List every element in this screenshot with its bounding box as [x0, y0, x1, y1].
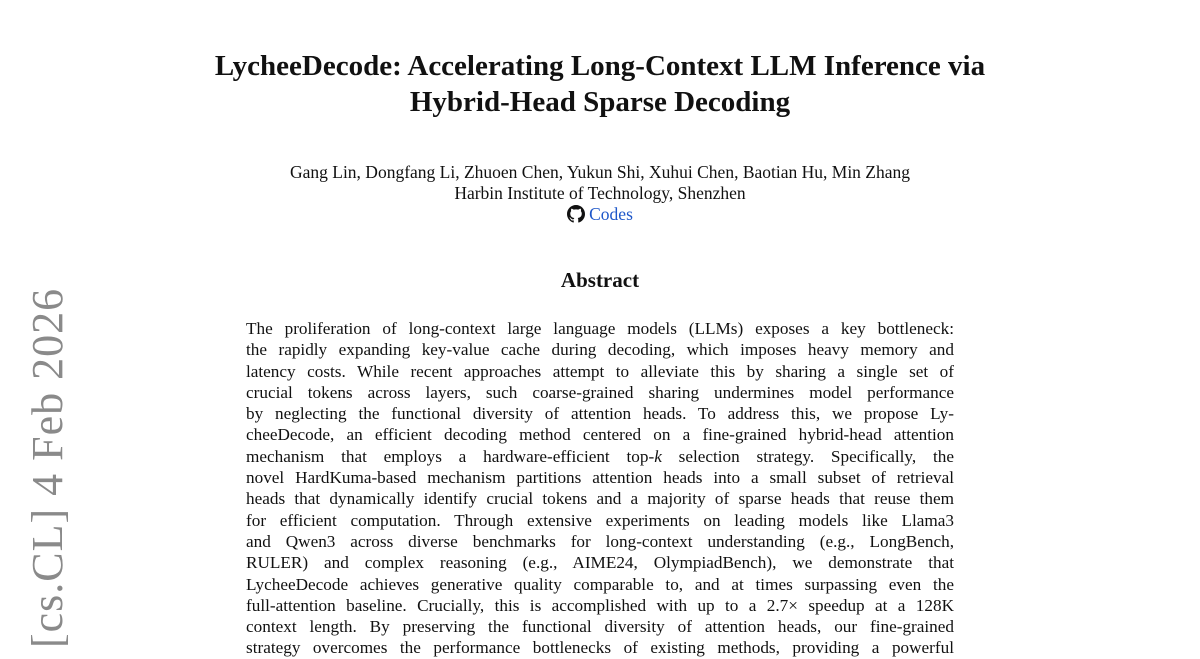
abstract-line: and Qwen3 across diverse benchmarks for long-context understanding (e.g., LongBench, — [246, 531, 954, 551]
abstract-line: The proliferation of long-context large language models (LLMs) exposes a key bottleneck: — [246, 319, 954, 338]
title-line: LycheeDecode: Accelerating Long-Context LLM Inference via — [214, 50, 986, 82]
code-link[interactable] — [567, 204, 633, 225]
arxiv-stamp: [cs.CL] 4 Feb 2026 — [23, 287, 72, 648]
abstract-line: strategy overcomes the performance bottlenecks of existing methods, providing a powerful — [246, 638, 954, 658]
abstract-line: full-attention baseline. Crucially, this is accomplished with up to a 2.7× speedup at a 128K — [246, 595, 954, 615]
abstract-line: heads that dynamically identify crucial tokens and a majority of sparse heads that reuse them — [246, 489, 954, 509]
abstract-line: the rapidly expanding key-value cache during decoding, which imposes heavy memory and — [246, 340, 954, 360]
paper-title — [0, 48, 1200, 120]
abstract-heading: Abstract — [560, 268, 640, 292]
abstract-line: mechanism that employs a hardware-efficient top-k selection strategy. Specifically, the — [246, 446, 954, 466]
abstract-line: novel HardKuma-based mechanism partitions attention heads into a small subset of retrieval — [246, 468, 954, 488]
abstract-line: RULER) and complex reasoning (e.g., AIME24, OlympiadBench), we demonstrate that — [246, 553, 954, 573]
abstract-line: LycheeDecode achieves generative quality comparable to, and at times surpassing even the — [246, 574, 954, 594]
abstract-line: context length. By preserving the functional diversity of attention heads, our fine-grained — [246, 617, 954, 637]
code-link-row — [0, 204, 1200, 228]
abstract-line: crucial tokens across layers, such coarse-grained sharing undermines model performance — [246, 382, 954, 402]
abstract-line: by neglecting the functional diversity of attention heads. To address this, we propose Ly- — [246, 404, 954, 424]
abstract-line: cheeDecode, an efficient decoding method centered on a fine-grained hybrid-head attention — [246, 425, 954, 445]
github-icon — [567, 205, 585, 223]
affiliation: Harbin Institute of Technology, Shenzhen — [454, 183, 746, 203]
author-block — [0, 162, 1200, 228]
abstract-line: latency costs. While recent approaches attempt to alleviate this by sharing a single set of — [246, 361, 954, 381]
code-link-label: Codes — [589, 204, 633, 224]
math-variable-k: k — [654, 446, 662, 466]
abstract-line: for efficient computation. Through extensive experiments on leading models like Llama3 — [246, 510, 954, 530]
author-list: Gang Lin, Dongfang Li, Zhuoen Chen, Yukun Shi, Xuhui Chen, Baotian Hu, Min Zhang — [289, 162, 911, 182]
abstract-body — [246, 318, 954, 659]
title-line: Hybrid-Head Sparse Decoding — [409, 86, 791, 118]
